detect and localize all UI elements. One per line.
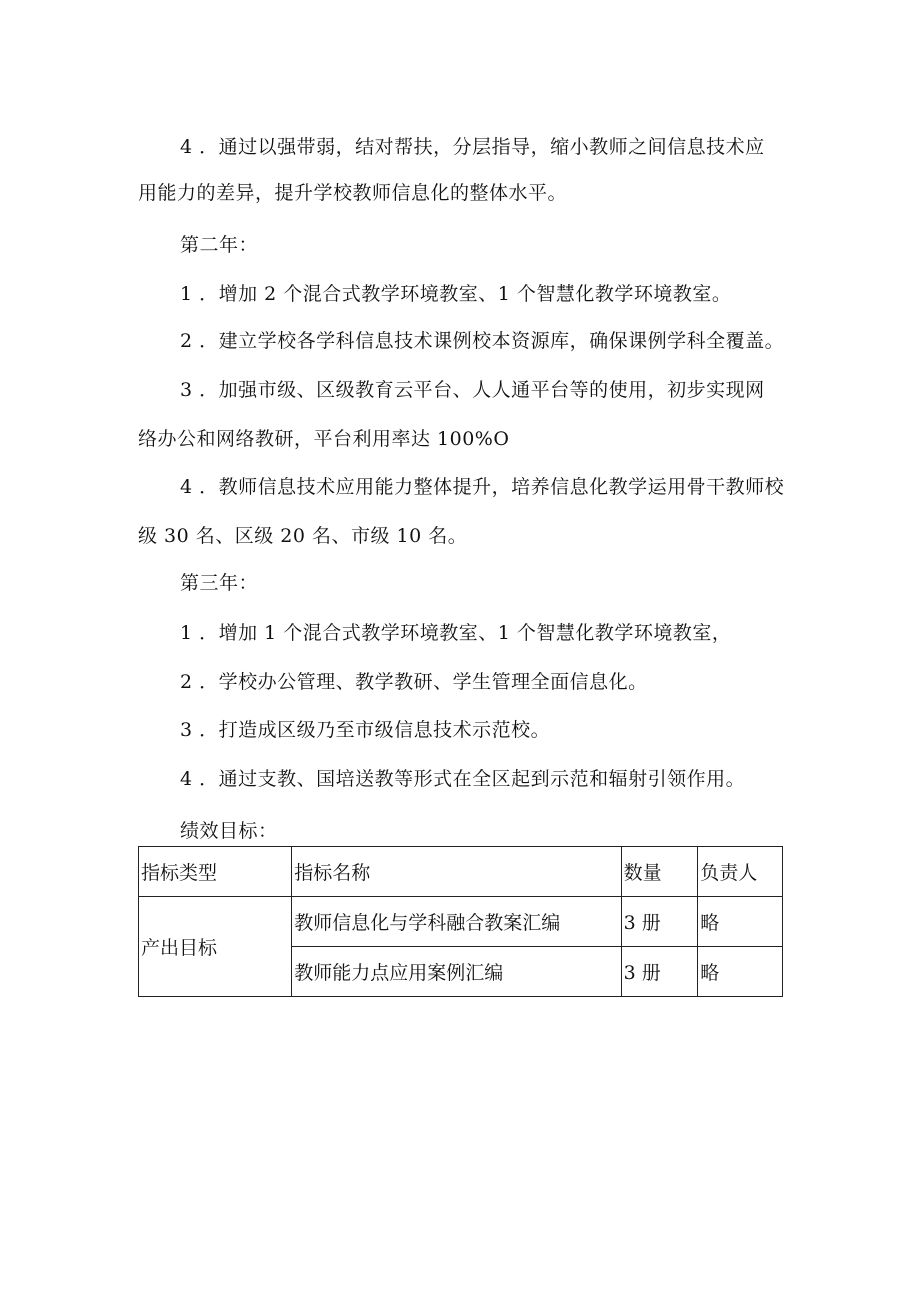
row-1-owner: 略 [698,897,783,947]
paragraph-4-line-1: 4 ．通过以强带弱，结对帮扶，分层指导，缩小教师之间信息技术应 [180,136,765,158]
performance-goals-heading: 绩效目标： [180,820,278,842]
paragraph-4-line-2: 用能力的差异，提升学校教师信息化的整体水平。 [138,182,568,204]
row-1-name: 教师信息化与学科融合教案汇编 [292,897,621,947]
row-2-quantity: 3 册 [621,947,698,997]
year-two-item-3-line-2: 络办公和网络教研，平台利用率达 100%O [138,428,510,450]
header-quantity: 数量 [621,847,698,897]
year-three-item-1: 1 ．增加 1 个混合式教学环境教室、1 个智慧化教学环境教室， [180,622,732,644]
table-row [139,897,783,947]
year-two-item-2: 2 ．建立学校各学科信息技术课例校本资源库，确保课例学科全覆盖。 [180,330,785,352]
year-three-item-3: 3 ．打造成区级乃至市级信息技术示范校。 [180,719,551,741]
performance-table [138,846,783,997]
row-1-quantity: 3 册 [621,897,698,947]
year-three-item-2: 2 ．学校办公管理、教学教研、学生管理全面信息化。 [180,671,648,693]
row-2-name: 教师能力点应用案例汇编 [292,947,621,997]
year-three-heading: 第三年： [180,572,259,594]
year-two-item-4-line-2: 级 30 名、区级 20 名、市级 10 名。 [138,525,468,547]
group-output-goal: 产出目标 [139,897,292,997]
header-metric-name: 指标名称 [292,847,621,897]
table-header-row [139,847,783,897]
year-two-item-4-line-1: 4 ．教师信息技术应用能力整体提升，培养信息化教学运用骨干教师校 [180,476,785,498]
year-two-item-3-line-1: 3 ．加强市级、区级教育云平台、人人通平台等的使用，初步实现网 [180,379,765,401]
year-three-item-4: 4 ．通过支教、国培送教等形式在全区起到示范和辐射引领作用。 [180,768,746,790]
row-2-owner: 略 [698,947,783,997]
year-two-item-1: 1 ．增加 2 个混合式教学环境教室、1 个智慧化教学环境教室。 [180,283,732,305]
year-two-heading: 第二年： [180,234,259,256]
header-metric-type: 指标类型 [139,847,292,897]
header-owner: 负责人 [698,847,783,897]
